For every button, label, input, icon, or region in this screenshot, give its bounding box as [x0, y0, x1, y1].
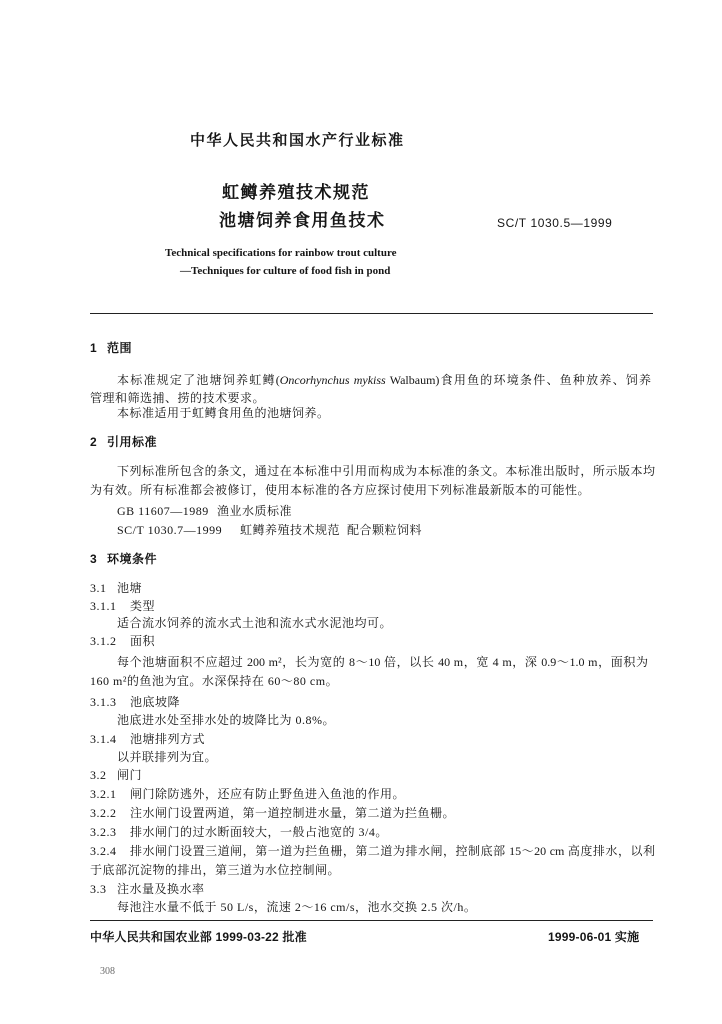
section-2-number: 2 — [90, 435, 98, 449]
clause-3-1-3-text: 池底进水处至排水处的坡降比为 0.8%。 — [117, 713, 335, 727]
clause-3-2-1-number: 3.2.1 — [90, 787, 117, 801]
document-title-line1: 虹鳟养殖技术规范 — [222, 183, 370, 202]
section-3-title: 环境条件 — [107, 552, 158, 566]
section-1-number: 1 — [90, 341, 98, 355]
clause-3-1-1-text: 适合流水饲养的流水式土池和流水式水泥池均可。 — [117, 616, 393, 630]
clause-3-1-2-number: 3.1.2 — [90, 634, 117, 648]
section-3-number: 3 — [90, 552, 98, 566]
clause-3-2-title: 闸门 — [117, 768, 143, 782]
clause-3-1-4-title: 池塘排列方式 — [130, 732, 206, 746]
reference-2-title: 虹鳟养殖技术规范 配合颗粒饲料 — [240, 523, 423, 537]
reference-1-code: GB 11607—1989 — [117, 504, 209, 518]
clause-3-2-4-number: 3.2.4 — [90, 844, 117, 858]
clause-3-1-number: 3.1 — [90, 581, 107, 595]
footer-divider — [90, 920, 653, 921]
page-number: 308 — [100, 966, 115, 977]
section-2-paragraph-line-1: 下列标准所包含的条文，通过在本标准中引用而构成为本标准的条文。本标准出版时，所示版本均 — [117, 464, 655, 478]
clause-3-1-1-title: 类型 — [130, 599, 156, 613]
section-1-paragraph-1-line-2: 管理和筛选捕、捞的技术要求。 — [90, 391, 266, 405]
clause-3-2-2-number: 3.2.2 — [90, 806, 117, 820]
reference-2-code: SC/T 1030.7—1999 — [117, 523, 223, 537]
english-title-line1: Technical specifications for rainbow trout culture — [165, 247, 397, 259]
document-title-line2: 池塘饲养食用鱼技术 — [219, 211, 386, 230]
clause-3-2-3-text: 排水闸门的过水断面较大，一般占池宽的 3/4。 — [130, 825, 388, 839]
clause-3-1-2-line-1: 每个池塘面积不应超过 200 m²，长为宽的 8～10 倍，以长 40 m，宽 4 m，深 0.9～1.0 m，面积为 — [117, 655, 648, 669]
clause-3-2-1-text: 闸门除防逃外，还应有防止野鱼进入鱼池的作用。 — [130, 787, 406, 801]
section-1-paragraph-1-line-1 — [117, 372, 651, 388]
english-title-line2: —Techniques for culture of food fish in pond — [180, 265, 391, 277]
implementation-date: 1999-06-01 实施 — [548, 930, 640, 944]
clause-3-1-2-line-2: 160 m²的鱼池为宜。水深保持在 60～80 cm。 — [90, 674, 339, 688]
clause-3-1-3-title: 池底坡降 — [130, 695, 181, 709]
clause-3-1-4-text: 以并联排列为宜。 — [117, 750, 218, 764]
header-divider — [90, 313, 653, 314]
clause-3-2-4-line-2: 于底部沉淀物的排出，第三道为水位控制闸。 — [90, 863, 341, 877]
clause-3-2-3-number: 3.2.3 — [90, 825, 117, 839]
species-name: Oncorhynchus mykiss — [279, 373, 386, 387]
clause-3-1-1-number: 3.1.1 — [90, 599, 117, 613]
issuer-heading: 中华人民共和国水产行业标准 — [190, 132, 405, 149]
section-1-title: 范围 — [107, 341, 133, 355]
clause-3-3-title: 注水量及换水率 — [117, 882, 205, 896]
section-2-title: 引用标准 — [107, 435, 158, 449]
clause-3-3-number: 3.3 — [90, 882, 107, 896]
clause-3-3-text: 每池注水量不低于 50 L/s，流速 2～16 cm/s，池水交换 2.5 次/h。 — [117, 900, 477, 914]
standard-number: SC/T 1030.5—1999 — [497, 216, 613, 230]
scope-text-before: 本标准规定了池塘饲养虹鳟( — [117, 373, 280, 387]
section-2-paragraph-line-2: 为有效。所有标准都会被修订，使用本标准的各方应探讨使用下列标准最新版本的可能性。 — [90, 483, 591, 497]
scope-text-after: Walbaum)食用鱼的环境条件、鱼种放养、饲养 — [385, 373, 652, 387]
approval-statement: 中华人民共和国农业部 1999-03-22 批准 — [90, 930, 307, 944]
section-1-paragraph-2: 本标准适用于虹鳟食用鱼的池塘饲养。 — [117, 406, 330, 420]
reference-1-title: 渔业水质标准 — [217, 504, 293, 518]
clause-3-1-title: 池塘 — [117, 581, 143, 595]
clause-3-1-2-title: 面积 — [130, 634, 156, 648]
clause-3-2-2-text: 注水闸门设置两道，第一道控制进水量，第二道为拦鱼栅。 — [130, 806, 456, 820]
clause-3-2-number: 3.2 — [90, 768, 107, 782]
clause-3-1-4-number: 3.1.4 — [90, 732, 117, 746]
clause-3-2-4-line-1: 排水闸门设置三道闸，第一道为拦鱼栅，第二道为排水闸，控制底部 15～20 cm 高度排水，以利 — [130, 844, 655, 858]
clause-3-1-3-number: 3.1.3 — [90, 695, 117, 709]
